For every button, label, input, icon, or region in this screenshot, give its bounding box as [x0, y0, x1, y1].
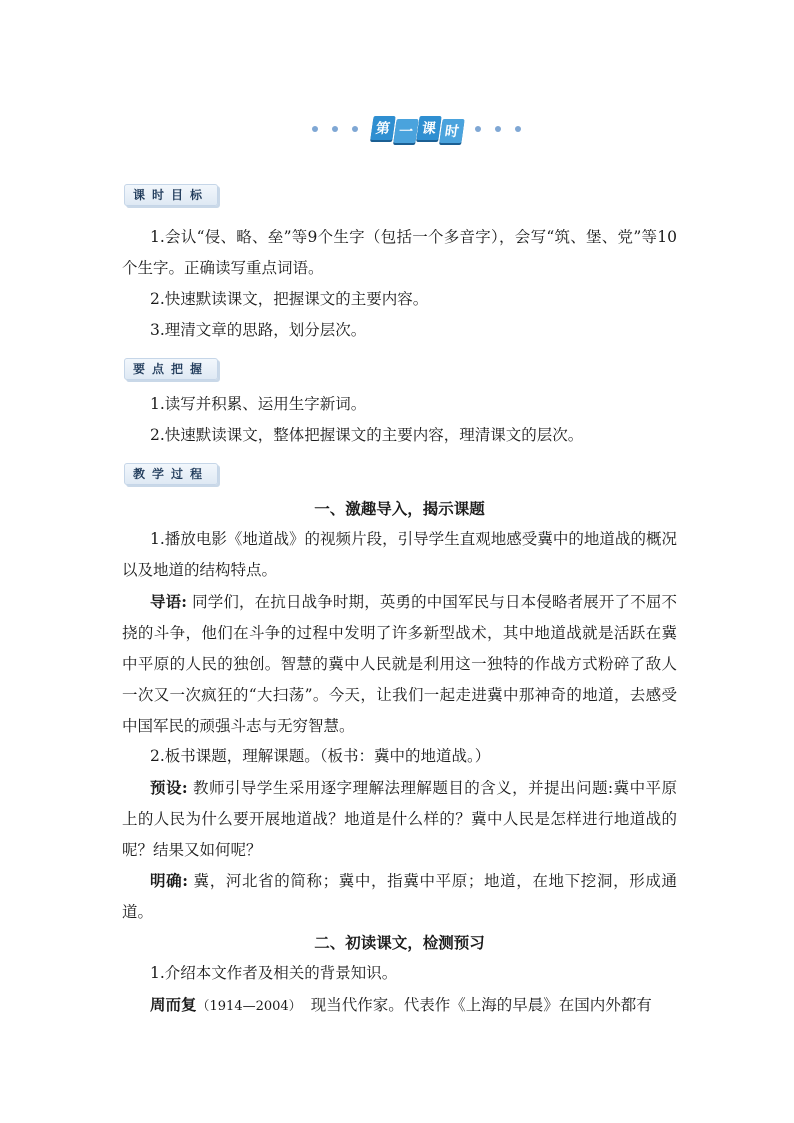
banner-dots-right	[475, 126, 521, 132]
keypoint-item: 1.读写并积累、运用生字新词。	[150, 395, 367, 413]
lead-text: 同学们，在抗日战争时期，英勇的中国军民与日本侵略者展开了不屈不挠的斗争，他们在斗争的过程中发明了许多新型战术，其中地道战就是活跃在冀中平原的人民的独创。智慧的冀中人民就是利用这一独特的作战方式粉碎了敌人一次又一次疯狂的“大扫荡”。今天，让我们一起走进冀中那神奇的地道，去感受中国军民的顽强斗志与无穷智慧。	[122, 593, 677, 735]
part2-heading: 二、初读课文，检测预习	[314, 933, 485, 952]
lesson-title-char: 课	[416, 116, 441, 140]
author-name: 周而复	[150, 995, 197, 1014]
part1-heading: 一、激趣导入，揭示课题	[314, 499, 485, 518]
clear-text: 冀，河北省的简称；冀中，指冀中平原；地道，在地下挖洞，形成通道。	[122, 872, 677, 921]
lesson-title-char: 第	[370, 116, 395, 140]
banner-dots-left	[312, 126, 358, 132]
lesson-title-char: 时	[439, 119, 464, 143]
preset-text: 教师引导学生采用逐字理解法理解题目的含义，并提出问题:冀中平原上的人民为什么要开展地道战？地道是什么样的？冀中人民是怎样进行地道战的呢？结果又如何呢？	[122, 779, 677, 859]
preset-paragraph	[122, 772, 677, 866]
goal-item: 3.理清文章的思路，划分层次。	[150, 321, 367, 339]
preset-label: 预设:	[150, 778, 188, 797]
lesson-banner	[0, 116, 794, 144]
part1-step1: 1.播放电影《地道战》的视频片段，引导学生直观地感受冀中的地道战的概况以及地道的结构特点。	[122, 530, 677, 579]
author-paragraph	[122, 989, 677, 1022]
clear-label: 明确:	[150, 871, 188, 890]
keypoint-item: 2.快速默读课文，整体把握课文的主要内容，理清课文的层次。	[150, 426, 584, 444]
lead-paragraph	[122, 586, 677, 742]
goal-item: 1.会认“侵、略、垒”等9个生字（包括一个多音字），会写“筑、堡、党”等10个生字。正确读写重点词语。	[122, 228, 677, 277]
lead-label: 导语:	[150, 592, 188, 611]
author-dates: （1914—2004）	[196, 999, 296, 1014]
lesson-title	[372, 116, 463, 143]
author-text: 现当代作家。代表作《上海的早晨》在国内外都有	[295, 996, 652, 1014]
section-tag-goals: 课时目标	[124, 184, 218, 206]
lesson-title-char: 一	[393, 119, 418, 143]
goal-item: 2.快速默读课文，把握课文的主要内容。	[150, 290, 429, 308]
part1-step2: 2.板书课题，理解课题。（板书：冀中的地道战。）	[150, 747, 491, 765]
part2-step1: 1.介绍本文作者及相关的背景知识。	[150, 964, 398, 982]
section-tag-keypoints: 要点把握	[124, 358, 218, 380]
section-tag-process: 教学过程	[124, 463, 218, 485]
clear-paragraph	[122, 865, 677, 928]
